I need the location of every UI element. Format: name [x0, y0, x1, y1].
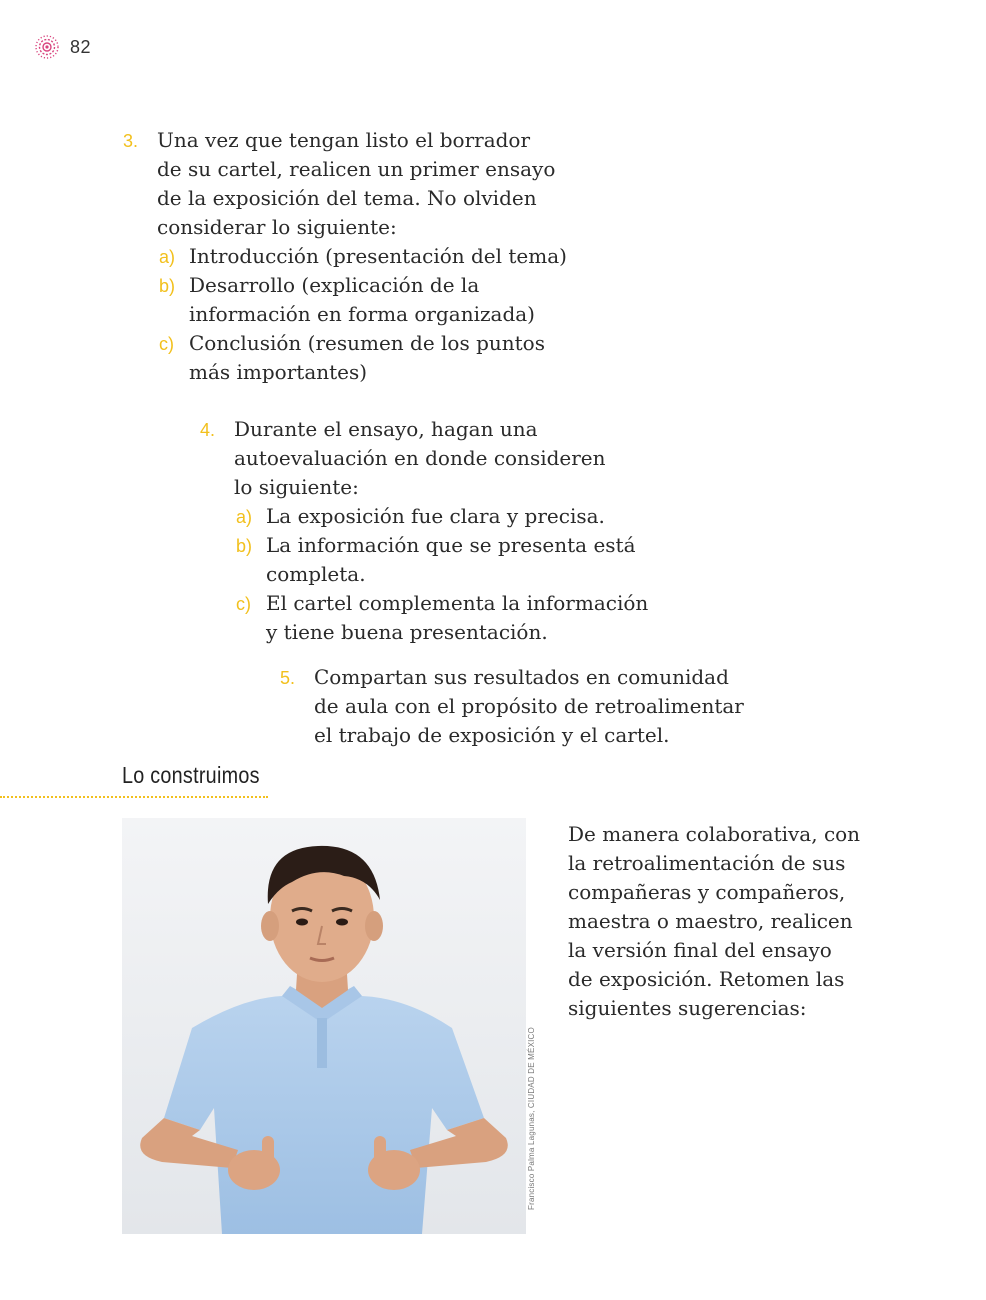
sub-item-line: Conclusión (resumen de los puntos	[189, 331, 545, 355]
sub-item-line: Desarrollo (explicación de la	[189, 273, 480, 297]
list-item-4	[200, 415, 674, 647]
paragraph-line: de exposición. Retomen las	[568, 967, 845, 991]
paragraph-line: De manera colaborativa, con	[568, 822, 861, 846]
item-line: el trabajo de exposición y el cartel.	[314, 723, 670, 747]
item-line: de la exposición del tema. No olviden	[157, 186, 537, 210]
intro-paragraph	[568, 820, 868, 1023]
item-line: Compartan sus resultados en comunidad	[314, 665, 729, 689]
sub-item-line: completa.	[266, 562, 366, 586]
item-line: Durante el ensayo, hagan una	[234, 417, 538, 441]
sub-item-letter: c)	[236, 594, 251, 614]
sub-item-c	[234, 589, 674, 647]
paragraph-line: la versión final del ensayo	[568, 938, 832, 962]
item-line: considerar lo siguiente:	[157, 215, 397, 239]
item-line: de su cartel, realicen un primer ensayo	[157, 157, 556, 181]
sub-item-letter: c)	[159, 334, 174, 354]
sub-item-line: El cartel complementa la información	[266, 591, 649, 615]
paragraph-line: la retroalimentación de sus	[568, 851, 846, 875]
photo-credit: Francisco Palma Lagunas, CIUDAD DE MÉXICO	[527, 1027, 536, 1210]
sub-item-letter: b)	[236, 536, 253, 556]
sub-item-b	[234, 531, 674, 589]
paragraph-line: compañeras y compañeros,	[568, 880, 846, 904]
sub-item-line: y tiene buena presentación.	[266, 620, 548, 644]
page-number: 82	[70, 36, 92, 57]
sub-item-line: información en forma organizada)	[189, 302, 535, 326]
item-number: 5.	[280, 668, 296, 688]
sub-item-line: Introducción (presentación del tema)	[189, 244, 567, 268]
section-divider	[0, 796, 268, 798]
sub-item-letter: a)	[236, 507, 253, 527]
sub-item-letter: a)	[159, 247, 176, 267]
item-line: Una vez que tengan listo el borrador	[157, 128, 531, 152]
item-line: lo siguiente:	[234, 475, 359, 499]
sub-item-letter: b)	[159, 276, 176, 296]
paragraph-line: maestra o maestro, realicen	[568, 909, 853, 933]
list-item-3	[123, 126, 597, 387]
section-heading: Lo construimos	[122, 762, 260, 788]
sub-item-a	[157, 242, 597, 271]
student-photo	[122, 818, 526, 1234]
list-item-5	[280, 663, 754, 750]
page-header	[32, 32, 91, 62]
item-number: 3.	[123, 131, 139, 151]
item-line: de aula con el propósito de retroalimentar	[314, 694, 744, 718]
sub-item-line: La información que se presenta está	[266, 533, 636, 557]
sub-item-a	[234, 502, 674, 531]
boy-portrait-illustration	[122, 818, 526, 1234]
sub-item-line: más importantes)	[189, 360, 368, 384]
sun-rosette-icon	[32, 32, 62, 62]
paragraph-line: siguientes sugerencias:	[568, 996, 807, 1020]
sub-item-line: La exposición fue clara y precisa.	[266, 504, 605, 528]
item-number: 4.	[200, 420, 216, 440]
sub-item-c	[157, 329, 597, 387]
sub-item-b	[157, 271, 597, 329]
item-line: autoevaluación en donde consideren	[234, 446, 606, 470]
